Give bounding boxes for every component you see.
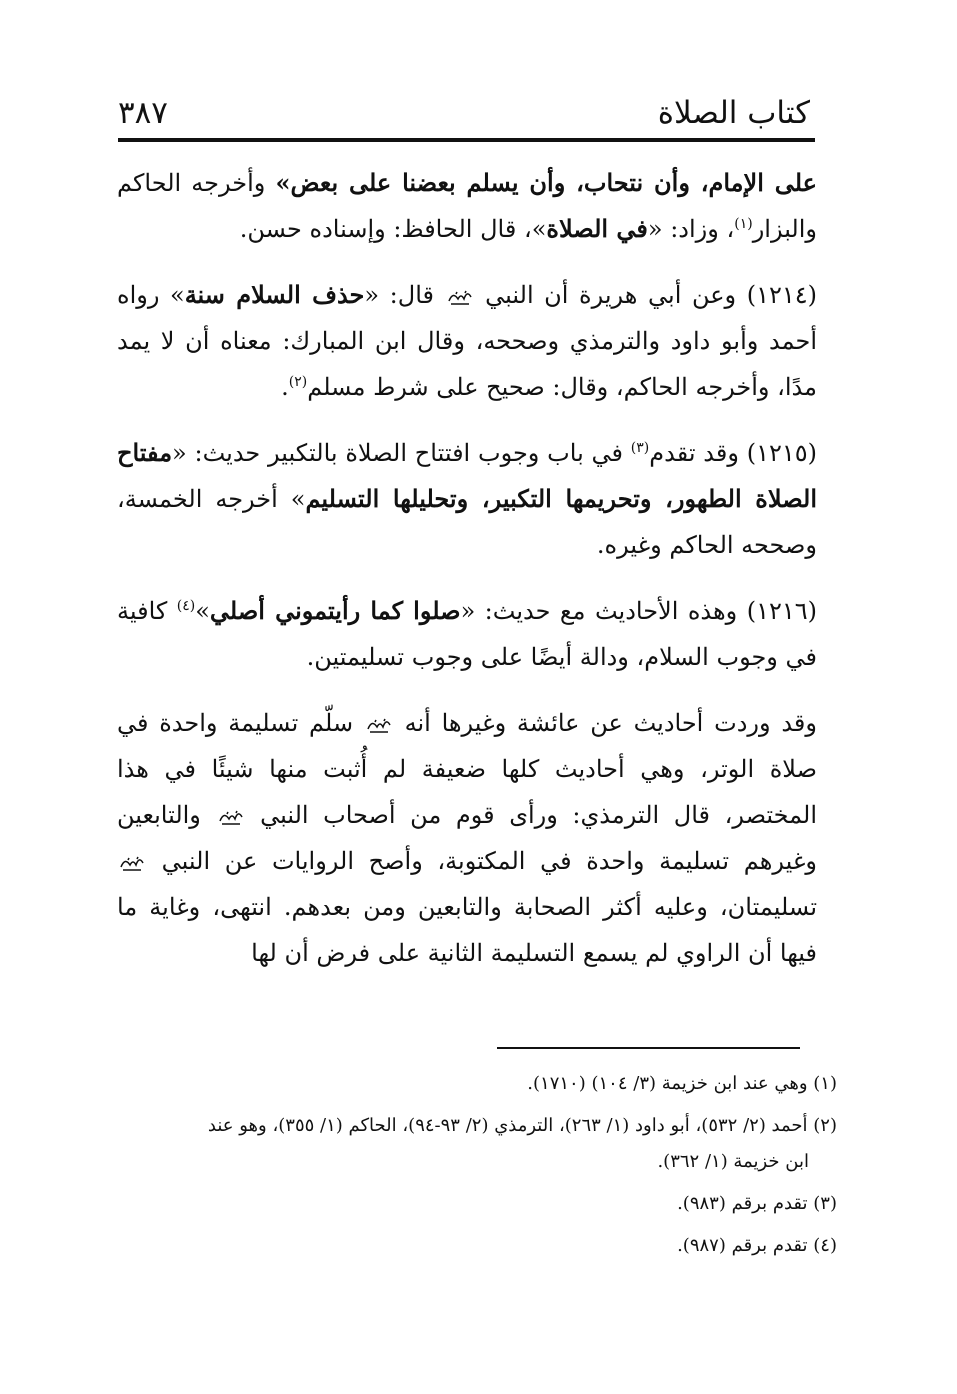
- hadith-quote: حذف السلام سنة: [184, 280, 365, 309]
- paragraph-commentary: [117, 700, 817, 976]
- running-title: كتاب الصلاة: [657, 95, 810, 131]
- text-run: كافية في وجوب السلام، ودالة أيضًا على وجوب تسليمتين.: [117, 597, 817, 671]
- text-run: » أخرجه الخمسة، وصححه الحاكم وغيره.: [117, 485, 817, 559]
- text-run: (١٢١٥) وقد تقدم: [649, 439, 818, 467]
- paragraph-1: [117, 160, 817, 252]
- text-run: قال: «: [364, 281, 434, 309]
- page-header: [118, 92, 814, 134]
- text-run: (١٢١٦) وهذه الأحاديث مع حديث: «: [460, 597, 817, 625]
- footnote-ref-4: (٤): [176, 598, 196, 614]
- paragraph-1215: [117, 430, 817, 568]
- hadith-quote: مفتاح الصلاة الطهور، وتحريمها التكبير، وتحليلها التسليم: [117, 438, 817, 513]
- footnote-separator: [497, 1047, 800, 1049]
- paragraph-1216: [117, 588, 817, 680]
- footnote-continuation: ابن خزيمة (١/ ٣٦٢).: [657, 1151, 809, 1172]
- text-run: »، قال الحافظ: وإسناده حسن.: [239, 215, 547, 243]
- text-run: تسليمتان، وعليه أكثر الصحابة والتابعين ومن بعدهم. انتهى، وغاية ما فيها أن الراوي لم يسمع التسليمة الثانية على فرض أن لها: [117, 893, 818, 967]
- header-rule: [118, 138, 815, 142]
- footnote-ref-2: (٢): [288, 374, 308, 390]
- footnote-text: (٢) أحمد (٢/ ٥٣٢)، أبو داود (١/ ٢٦٣)، الترمذي (٢/ ٩٣-٩٤)، الحاكم (١/ ٣٥٥)، وهو عند: [207, 1115, 837, 1136]
- text-run: .: [281, 373, 289, 401]
- hadith-quote: في الصلاة: [546, 214, 648, 243]
- footnote-4: [127, 1228, 837, 1264]
- salutation-icon: [218, 807, 244, 827]
- paragraph-1214: [117, 272, 817, 410]
- footnote-1: [127, 1066, 837, 1102]
- page-number: ٣٨٧: [118, 95, 168, 131]
- text-run: وقد وردت أحاديث عن عائشة وغيرها أنه: [404, 709, 817, 737]
- text-run: في باب وجوب افتتاح الصلاة بالتكبير حديث: «: [172, 439, 631, 467]
- text-run: سلّم تسليمة واحدة في صلاة الوتر، وهي أحاديث كلها ضعيفة لم أُثبت منها شيئًا في هذا المختصر، قال الترمذي: ورأى قوم من أصحاب النبي: [117, 709, 817, 829]
- main-text: [117, 160, 817, 976]
- text-run: (١٢١٤) وعن أبي هريرة أن النبي: [485, 281, 818, 309]
- footnote-ref-3: (٣): [630, 440, 650, 456]
- text-run: وأخرجه الحاكم والبزار: [117, 169, 817, 243]
- footnote-ref-1: (١): [734, 216, 753, 232]
- salutation-icon: [366, 715, 392, 735]
- footnote-3: [127, 1186, 837, 1222]
- footnotes: [127, 1066, 837, 1270]
- salutation-icon: [447, 287, 473, 307]
- salutation-icon: [119, 853, 145, 873]
- text-run: ، وزاد: «: [647, 215, 735, 243]
- footnote-text: (٤) تقدم برقم (٩٨٧).: [677, 1235, 837, 1256]
- text-run: »: [195, 597, 210, 625]
- hadith-quote: على الإمام، وأن نتحاب، وأن يسلم بعضنا على بعض»: [275, 168, 818, 197]
- footnote-2: [127, 1108, 837, 1180]
- footnote-text: (٣) تقدم برقم (٩٨٣).: [677, 1193, 837, 1214]
- footnote-text: (١) وهي عند ابن خزيمة (٣/ ١٠٤) (١٧١٠).: [527, 1073, 837, 1094]
- text-run: والتابعين وغيرهم تسليمة واحدة في المكتوبة، وأصح الروايات عن النبي: [117, 801, 817, 875]
- hadith-quote: صلوا كما رأيتموني أصلي: [209, 596, 461, 625]
- text-run: » رواه أحمد وأبو داود والترمذي وصححه، وقال ابن المبارك: معناه أن لا يمد مدًا، وأخرجه الحاكم، وقال: صحيح على شرط مسلم: [117, 281, 817, 401]
